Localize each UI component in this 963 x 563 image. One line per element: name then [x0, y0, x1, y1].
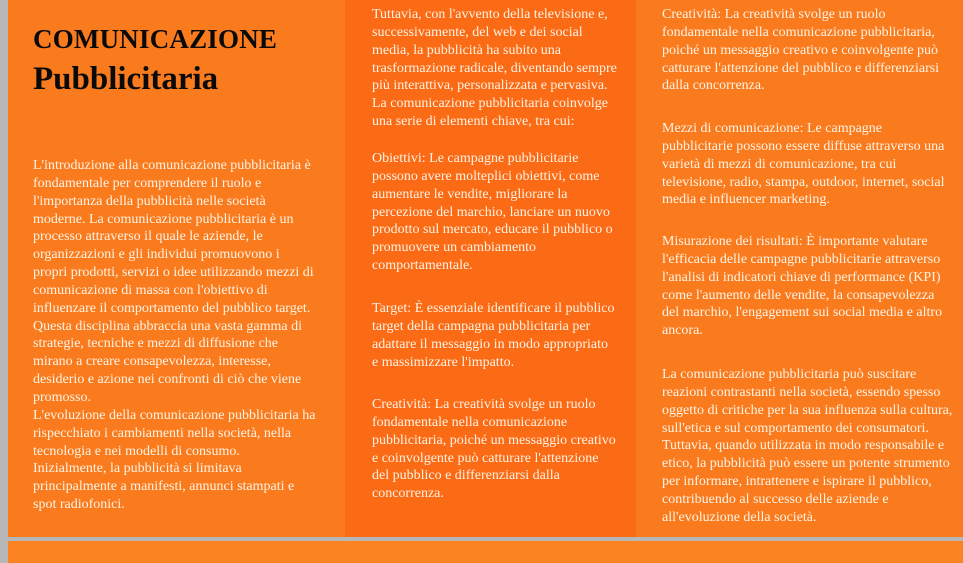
conclusione-paragraph: La comunicazione pubblicitaria può suscitare reazioni contrastanti nella società, essendo spesso oggetto di critiche per la sua influenza sulla cultura, sull'etica e sul comportamento dei consumatori. Tuttavia, quando utilizzata in modo responsabile e etico, la pubblicità può essere un potente strumento per informare, intrattenere e ispirare il pubblico, contribuendo al successo delle aziende e all'evoluzione della società. [662, 367, 953, 525]
mezzi-paragraph: Mezzi di comunicazione: Le campagne pubblicitarie possono essere diffuse attraverso una varietà di mezzi di comunicazione, tra cui televisione, radio, stampa, outdoor, internet, social media e influencer marketing. [662, 121, 945, 208]
panel-middle [345, 0, 636, 537]
title-line-1: COMUNICAZIONE [33, 24, 278, 54]
target-paragraph: Target: È essenziale identificare il pubblico target della campagna pubblicitaria per adattare il messaggio in modo appropriato e massimizzare l'impatto. [372, 301, 615, 370]
panel-right [636, 0, 963, 537]
creativita-paragraph: Creatività: La creatività svolge un ruolo fondamentale nella comunicazione pubblicitaria, poiché un messaggio creativo e coinvolgente può catturare l'attenzione del pubblico e differenziarsi dalla concorrenza. [372, 397, 616, 502]
obiettivi-paragraph: Obiettivi: Le campagne pubblicitarie possono avere molteplici obiettivi, come aumentare le vendite, migliorare la percezione del marchio, lanciare un nuovo prodotto sul mercato, educare il pubblico o promuovere un cambiamento comportamentale. [372, 151, 613, 274]
creativita-paragraph-right: Creatività: La creatività svolge un ruolo fondamentale nella comunicazione pubblicitaria, poiché un messaggio creativo e coinvolgente può catturare l'attenzione del pubblico e differenziarsi dalla concorrenza. [662, 7, 940, 94]
intro-paragraph: L'introduzione alla comunicazione pubblicitaria è fondamentale per comprendere il ruolo e l'importanza della pubblicità nelle società moderne. La comunicazione pubblicitaria è un processo attraverso il quale le aziende, le organizzazioni e gli individui promuovono i propri prodotti, servizi o idee utilizzando mezzi di comunicazione di massa con l'obiettivo di influenzare il comportamento del pubblico target. Questa disciplina abbraccia una vasta gamma di strategie, tecniche e mezzi di diffusione che mirano a creare consapevolezza, interesse, desiderio e azione nei confronti di ciò che viene promosso. L'evoluzione della comunicazione pubblicitaria ha rispecchiato i cambiamenti nella società, nella tecnologia e nei modelli di consumo. Inizialmente, la pubblicità si limitava principalmente a manifesti, annunci stampati e spot radiofonici. [33, 158, 316, 513]
misurazione-paragraph: Misurazione dei risultati: È importante valutare l'efficacia delle campagne pubblicitarie attraverso l'analisi di indicatori chiave di performance (KPI) come l'aumento delle vendite, la consapevolezza del marchio, l'engagement sui social media e altro ancora. [662, 234, 943, 339]
title-line-2: Pubblicitaria [33, 61, 219, 97]
panel-left [8, 0, 345, 537]
bottom-band [8, 541, 963, 563]
evolution-paragraph: Tuttavia, con l'avvento della televisione e, successivamente, del web e dei social media, la pubblicità ha subito una trasformazione radicale, diventando sempre più interattiva, personalizzata e pervasiva. La comunicazione pubblicitaria coinvolge una serie di elementi chiave, tra cui: [372, 7, 617, 130]
